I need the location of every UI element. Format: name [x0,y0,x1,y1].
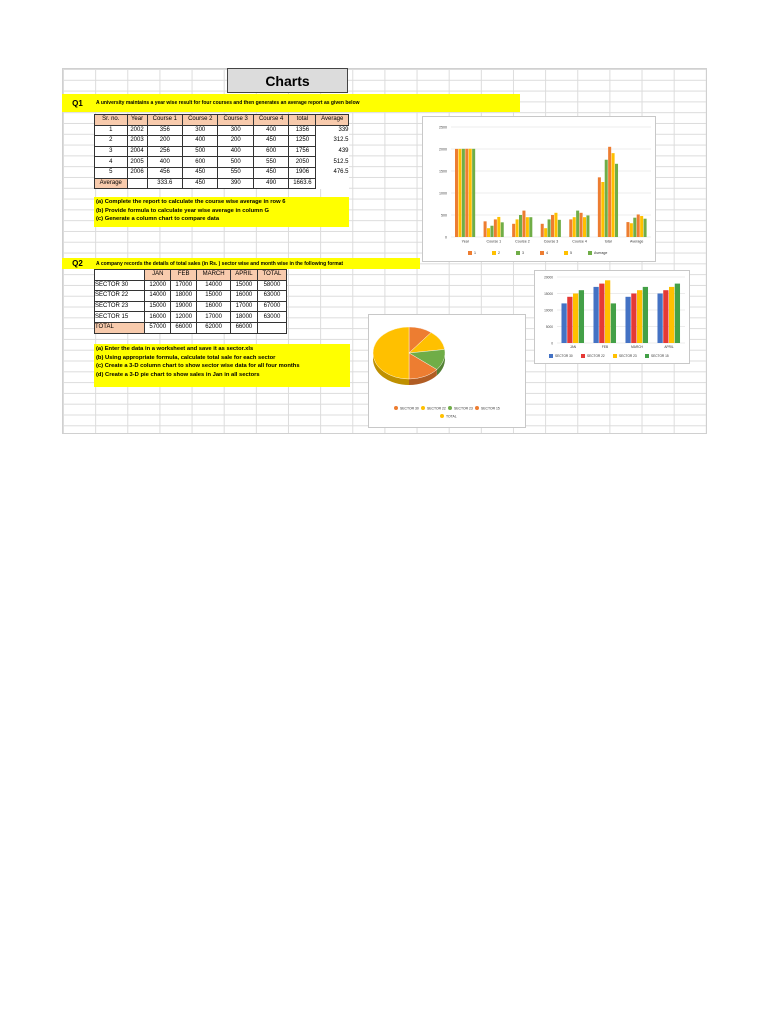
q2-cell[interactable]: 66000 [230,322,257,333]
bar [487,228,490,237]
bar [567,297,572,343]
q1-cell[interactable]: Course 1 [147,115,182,126]
q1-cell[interactable]: 400 [218,146,253,157]
q2-cell[interactable]: SECTOR 23 [95,301,145,312]
q1-cell[interactable]: 600 [183,157,218,168]
table-row [95,291,287,302]
legend-label: 3 [522,251,524,255]
q1-cell[interactable]: 550 [218,167,253,178]
q2-cell[interactable]: MARCH [197,270,231,281]
bar [615,164,618,237]
x-tick-label: total [604,239,612,244]
q2-cell[interactable]: 15000 [145,301,171,312]
bar [608,147,611,237]
bar [633,218,636,237]
q2-cell[interactable]: SECTOR 15 [95,312,145,323]
q2-tasks [94,344,350,387]
q1-cell[interactable]: 2 [95,136,128,147]
bar [541,224,544,237]
bar [519,215,522,237]
q1-cell[interactable]: Year [127,115,147,126]
q2-table [94,269,287,334]
bar [583,217,586,237]
bar [601,182,604,237]
q2-cell[interactable]: 17000 [197,312,231,323]
y-tick-label: 1000 [439,191,447,196]
q2-cell[interactable]: 12000 [145,280,171,291]
q2-3d-pie-chart-svg [369,315,527,429]
q1-cell[interactable]: 256 [147,146,182,157]
legend-label: SECTOR 22 [587,354,605,358]
legend-swatch [549,354,553,358]
bar [637,290,642,343]
q2-cell[interactable]: 19000 [171,301,197,312]
q2-cell[interactable]: 18000 [171,291,197,302]
q1-cell[interactable]: 450 [253,167,288,178]
q1-cell[interactable] [127,178,147,189]
x-tick-label: JAN [569,345,577,350]
q1-header-row [95,115,349,126]
q1-description: A university maintains a year wise result for four courses and then generates an average report as given below [93,94,520,112]
q2-task: (b) Using appropriate formula, calculate total sale for each sector [96,354,276,361]
q2-total-row [95,322,287,333]
table-row [95,301,287,312]
q1-cell[interactable]: 390 [218,178,253,189]
legend-label: SECTOR 30 [400,406,419,411]
q1-cell[interactable]: 2004 [127,146,147,157]
bar [462,149,465,237]
q2-cell[interactable]: 62000 [197,322,231,333]
q1-cell[interactable]: 300 [218,125,253,136]
q1-cell[interactable]: 2003 [127,136,147,147]
bar [497,217,500,237]
legend-swatch [421,406,425,410]
q2-task: (d) Create a 3-D pie chart to show sales in Jan in all sectors [96,371,260,378]
q1-table [94,114,349,189]
bar [599,284,604,343]
bar [561,303,566,343]
q1-cell[interactable]: total [289,115,316,126]
q1-cell[interactable]: 450 [253,136,288,147]
table-row [95,312,287,323]
q2-header-row [95,270,287,281]
legend-swatch [581,354,585,358]
bar [611,303,616,343]
q2-cell[interactable]: 63000 [257,312,286,323]
q2-cell[interactable]: 15000 [197,291,231,302]
legend-swatch [540,251,544,255]
bar [669,287,674,343]
bar [612,153,615,237]
legend-swatch [475,406,479,410]
legend-swatch [564,251,568,255]
bar [529,217,532,237]
bar [472,149,475,237]
y-tick-label: 0 [445,235,447,240]
q2-cell[interactable]: JAN [145,270,171,281]
x-tick-label: Course 4 [572,239,587,244]
bar [484,221,487,237]
q2-cell[interactable]: 16000 [197,301,231,312]
q1-cell[interactable]: 1756 [289,146,316,157]
legend-label: TOTAL [446,414,457,419]
bar [663,290,668,343]
q1-cell[interactable]: 2002 [127,125,147,136]
bar [544,228,547,237]
q2-cell[interactable]: 16000 [145,312,171,323]
legend-label: 5 [570,251,572,255]
y-tick-label: 15000 [544,292,553,296]
q2-3d-column-chart-svg [535,271,691,365]
q1-cell[interactable]: 450 [183,178,218,189]
bar [573,294,578,344]
x-tick-label: Course 2 [515,239,530,244]
bar [580,213,583,237]
bar [640,216,643,237]
q2-cell[interactable]: 14000 [145,291,171,302]
q1-cell[interactable]: 4 [95,157,128,168]
q2-cell[interactable]: 57000 [145,322,171,333]
bar [458,149,461,237]
legend-swatch [492,251,496,255]
x-tick-label: Average [630,239,644,244]
x-tick-label: FEB [601,345,609,350]
q1-cell[interactable]: Average [316,115,349,126]
q2-cell[interactable]: 66000 [171,322,197,333]
legend-swatch [468,251,472,255]
q2-3d-pie-chart[interactable] [368,314,526,428]
q1-label: Q1 [62,94,93,112]
bar [490,226,493,237]
legend-swatch [440,414,444,418]
bar [551,215,554,237]
legend-label: 2 [498,251,500,255]
q2-cell[interactable]: 63000 [257,291,286,302]
q1-cell[interactable]: 3 [95,146,128,157]
bar [598,177,601,237]
bar [593,287,598,343]
x-tick-label: MARCH [631,345,643,350]
bar [522,211,525,237]
q1-cell[interactable]: 400 [147,157,182,168]
q1-cell[interactable]: 339 [338,127,349,134]
q2-cell[interactable]: 17000 [171,280,197,291]
q1-column-chart[interactable] [422,116,656,262]
table-row [95,280,287,291]
q2-cell[interactable] [257,322,286,333]
q2-cell[interactable]: 17000 [230,301,257,312]
legend-swatch [516,251,520,255]
bar [469,149,472,237]
q1-task: (c) Generate a column chart to compare data [96,216,220,223]
q1-cell[interactable]: 600 [253,146,288,157]
bar [605,280,610,343]
q2-task: (a) Enter the data in a worksheet and save it as sector.xls [96,346,254,352]
q2-cell[interactable]: 12000 [171,312,197,323]
legend-label: SECTOR 15 [651,354,669,358]
q1-cell[interactable]: Sr. no. [95,115,128,126]
table-row [95,167,349,178]
legend-label: Average [594,251,608,255]
bar [586,215,589,237]
bar [494,219,497,237]
legend-label: SECTOR 30 [555,354,573,358]
legend-swatch [645,354,649,358]
bar [512,224,515,237]
bar [465,149,468,237]
q1-cell[interactable]: 1 [95,125,128,136]
q2-cell[interactable]: 58000 [257,280,286,291]
bar [576,211,579,237]
bar [554,213,557,237]
q1-cell[interactable]: 550 [253,157,288,168]
q2-cell[interactable]: SECTOR 30 [95,280,145,291]
q1-cell[interactable]: 1663.6 [289,178,316,189]
q1-cell[interactable]: 2006 [127,167,147,178]
q1-cell[interactable]: 500 [218,157,253,168]
bar [516,219,519,237]
bar [643,287,648,343]
q1-cell[interactable]: Course 2 [183,115,218,126]
q1-cell[interactable]: 2005 [127,157,147,168]
q1-cell[interactable]: 356 [147,125,182,136]
q1-cell[interactable]: 300 [183,125,218,136]
q1-cell[interactable]: 450 [183,167,218,178]
q2-cell[interactable]: TOTAL [257,270,286,281]
bar [569,219,572,237]
table-row [95,125,349,136]
bar [501,222,504,237]
q1-cell[interactable]: 1250 [289,136,316,147]
q1-column-chart-svg [423,117,657,263]
y-tick-label: 1500 [439,169,447,174]
q1-average-row [95,178,349,189]
q1-task: (b) Provide formula to calculate year wise average in column G [96,207,269,214]
y-tick-label: 20000 [544,275,553,280]
q2-task: (c) Create a 3-D column chart to show sector wise data for all four months [96,363,300,370]
q2-cell[interactable]: 16000 [230,291,257,302]
q1-cell[interactable]: 200 [218,136,253,147]
x-tick-label: Course 1 [486,239,502,244]
y-tick-label: 0 [551,341,553,346]
bar [573,217,576,237]
q2-description: A company records the details of total sales (in Rs. ) sector wise and month wise in the following format [93,258,420,269]
q1-cell[interactable]: 312.5 [333,137,349,144]
q1-cell[interactable]: 5 [95,167,128,178]
q1-cell[interactable]: 490 [253,178,288,189]
y-tick-label: 5000 [545,325,553,329]
table-row [95,136,349,147]
q2-cell[interactable]: FEB [171,270,197,281]
q1-cell[interactable]: 512.5 [333,158,349,165]
q2-cell[interactable]: APRIL [230,270,257,281]
x-tick-label: Course 3 [543,239,559,244]
legend-swatch [394,406,398,410]
q1-cell[interactable]: 400 [253,125,288,136]
bar [455,149,458,237]
bar [579,290,584,343]
q2-cell[interactable] [95,270,145,281]
legend-swatch [588,251,592,255]
legend-label: 4 [546,251,548,255]
y-tick-label: 10000 [544,308,553,313]
legend-label: 1 [474,251,476,255]
q2-cell[interactable]: 15000 [230,280,257,291]
q2-cell[interactable]: 67000 [257,301,286,312]
q1-cell[interactable]: 500 [183,146,218,157]
q1-cell[interactable]: 1356 [289,125,316,136]
q2-cell[interactable]: TOTAL [95,322,145,333]
q1-cell[interactable] [316,178,349,189]
q1-cell[interactable]: 400 [183,136,218,147]
legend-label: SECTOR 23 [454,406,473,411]
bar [605,160,608,237]
q1-cell[interactable]: 1906 [289,167,316,178]
q2-cell[interactable]: 14000 [197,280,231,291]
q1-cell[interactable]: Average [95,178,128,189]
x-tick-label: APRIL [664,345,674,350]
sheet-title: Charts [227,68,348,93]
q1-cell[interactable]: 2050 [289,157,316,168]
y-tick-label: 2500 [439,125,447,130]
legend-label: SECTOR 23 [619,354,637,358]
q1-cell[interactable]: 456 [147,167,182,178]
legend-swatch [448,406,452,410]
q1-cell[interactable]: 333.6 [147,178,182,189]
legend-label: SECTOR 15 [481,406,500,411]
y-tick-label: 500 [441,213,447,218]
q2-label: Q2 [62,258,93,269]
bar [626,222,629,237]
q2-cell[interactable]: 18000 [230,312,257,323]
table-row [95,157,349,168]
bar [548,219,551,237]
q1-cell[interactable]: Course 4 [253,115,288,126]
q1-cell[interactable]: 439 [338,148,349,155]
bar [526,217,529,237]
bar [637,214,640,237]
legend-swatch [613,354,617,358]
bar [644,219,647,237]
bar [657,294,662,344]
y-tick-label: 2000 [439,147,447,152]
q1-cell[interactable]: 476.5 [333,169,349,176]
bar [630,223,633,237]
x-tick-label: Year [461,239,469,244]
q1-cell[interactable]: 200 [147,136,182,147]
q2-3d-column-chart[interactable] [534,270,690,364]
table-row [95,146,349,157]
q1-tasks [94,197,349,227]
bar [558,220,561,237]
q1-cell[interactable]: Course 3 [218,115,253,126]
legend-label: SECTOR 22 [427,406,446,411]
bar [625,297,630,343]
q1-task: (a) Complete the report to calculate the course wise average in row 6 [96,199,286,205]
bar [631,294,636,344]
bar [675,284,680,343]
q2-cell[interactable]: SECTOR 22 [95,291,145,302]
